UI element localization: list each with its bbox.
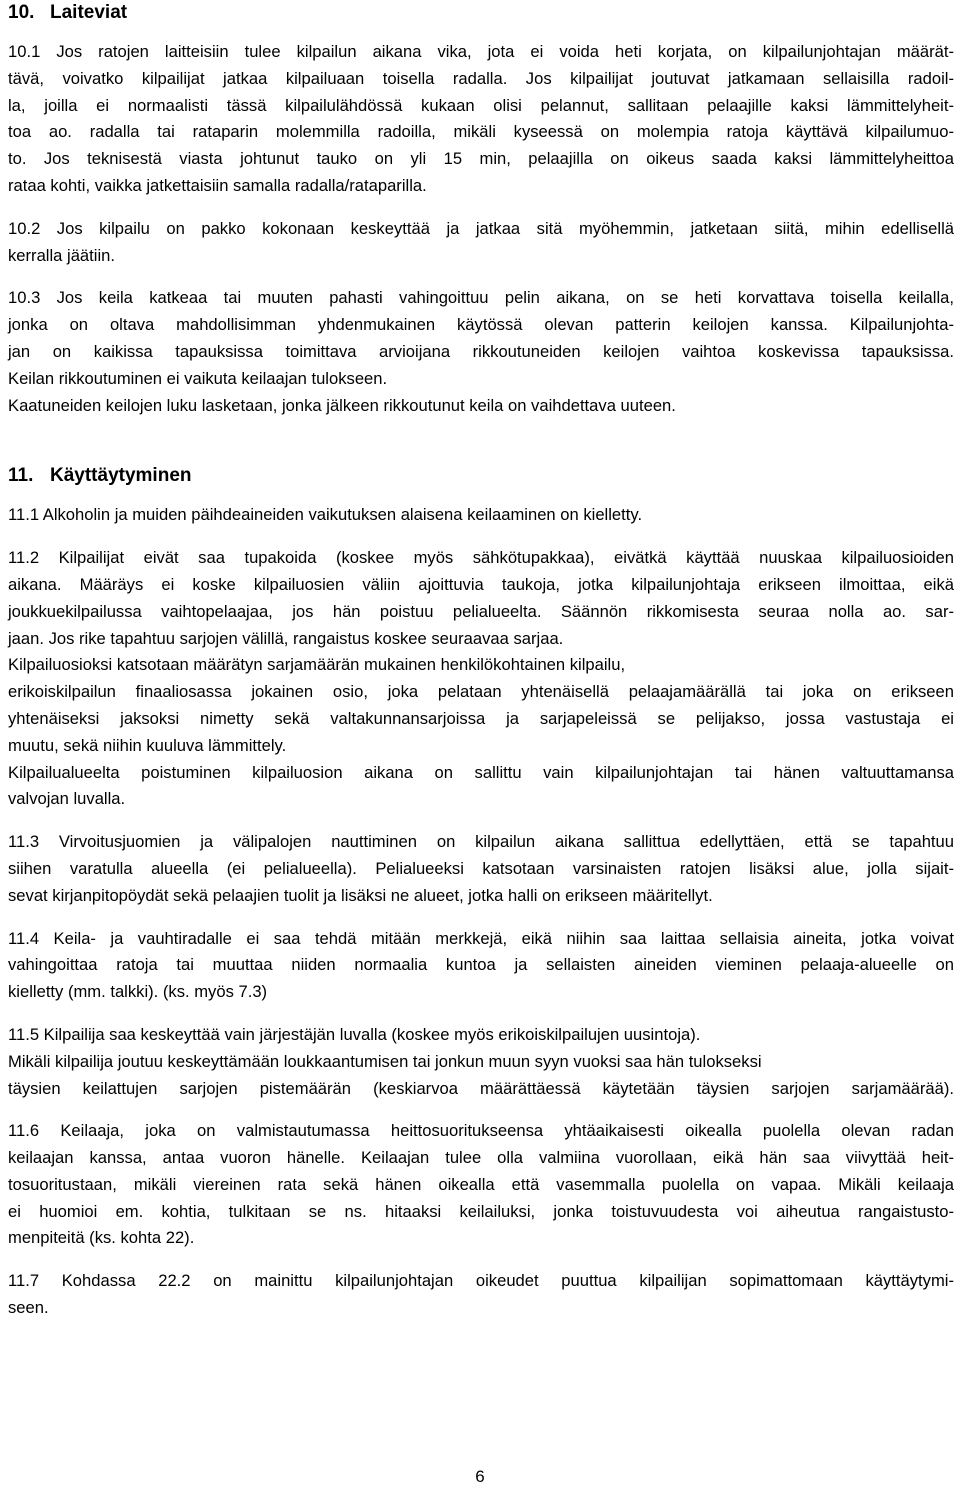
- text-line: 11.5 Kilpailija saa keskeyttää vain järjestäjän luvalla (koskee myös erikoiskilpailujen uusintoja).: [8, 1024, 701, 1044]
- text-line: toa ao. radalla tai rataparin molemmilla radoilla, mikäli kyseessä on molempia ratoja käyttävä kilpailumuo-: [8, 122, 954, 142]
- paragraph-11-5: [8, 1022, 954, 1102]
- text-line: la, joilla ei normaalisti tässä kilpailulähdössä kukaan olisi pelannut, sallitaan pelaajille kaksi lämmittelyheit-: [8, 95, 954, 115]
- text-line: jaan. Jos rike tapahtuu sarjojen välillä, rangaistus koskee seuraavaa sarjaa.: [8, 628, 564, 648]
- text-line: 10.2 Jos kilpailu on pakko kokonaan keskeyttää ja jatkaa sitä myöhemmin, jatketaan siitä, mihin edellisellä: [8, 218, 954, 238]
- text-line: Kilpailualueelta poistuminen kilpailuosion aikana on sallittu vain kilpailunjohtajan tai hänen valtuuttamansa: [8, 762, 954, 782]
- paragraph-11-7: [8, 1268, 954, 1322]
- paragraph-10-3: [8, 285, 954, 419]
- text-line: Kaatuneiden keilojen luku lasketaan, jonka jälkeen rikkoutunut keila on vaihdettava uuteen.: [8, 395, 676, 415]
- text-line: täysien keilattujen sarjojen pistemäärän (keskiarvoa määrättäessä käytetään täysien sarjojen sarjamäärää).: [8, 1078, 954, 1098]
- text-line: sevat kirjanpitopöydät sekä pelaajien tuolit ja lisäksi ne alueet, jotka halli on erikseen määritellyt.: [8, 885, 713, 905]
- text-line: erikoiskilpailun finaaliosassa jokainen osio, joka pelataan yhtenäisellä pelaajamäärällä tai joka on erikseen: [8, 682, 954, 702]
- section-heading-11: [8, 463, 954, 489]
- text-line: 11.1 Alkoholin ja muiden päihdeaineiden vaikutuksen alaisena keilaaminen on kielletty.: [8, 505, 643, 525]
- text-line: vahingoittaa ratoja tai muuttaa niiden normaalia kuntoa ja sellaisten aineiden vieminen pelaaja-alueelle on: [8, 955, 954, 975]
- text-line: to. Jos teknisestä viasta johtunut tauko on yli 15 min, pelaajilla on oikeus saada kaksi lämmittelyheittoa: [8, 149, 954, 169]
- text-line: ei huomioi em. kohtia, tulkitaan se ns. hitaaksi keilailuksi, jonka toistuvuudesta voi aiheutua rangaistusto-: [8, 1201, 954, 1221]
- page-number: 6: [475, 1467, 485, 1486]
- text-line: tävä, voivatko kilpailijat jatkaa kilpailuaan toisella radalla. Jos kilpailijat joutuvat jatkamaan sellaisilla radoil-: [8, 68, 954, 88]
- text-line: 11.4 Keila- ja vauhtiradalle ei saa tehdä mitään merkkejä, eikä niihin saa laittaa sellaisia aineita, jotka voivat: [8, 928, 954, 948]
- section-number: 10.: [8, 2, 35, 23]
- text-line: aikana. Määräys ei koske kilpailuosien väliin ajoittuvia taukoja, jotka kilpailunjohtaja erikseen ilmoittaa, eikä: [8, 574, 954, 594]
- text-line: kielletty (mm. talkki). (ks. myös 7.3): [8, 982, 268, 1002]
- text-line: 10.1 Jos ratojen laitteisiin tulee kilpailun aikana vika, jota ei voida heti korjata, on kilpailunjohtajan määrät-: [8, 42, 954, 61]
- text-line: 10.3 Jos keila katkeaa tai muuten pahasti vahingoittuu pelin aikana, on se heti korvattava toisella keilalla,: [8, 288, 954, 308]
- text-line: muutu, sekä niihin kuuluva lämmittely.: [8, 735, 287, 755]
- text-line: Kilpailuosioksi katsotaan määrätyn sarjamäärän mukainen henkilökohtainen kilpailu,: [8, 655, 626, 675]
- paragraph-11-3: [8, 829, 954, 909]
- text-line: jonka on oltava mahdollisimman yhdenmukainen käytössä olevan patterin keilojen kanssa. Kilpailunjohta-: [8, 315, 954, 335]
- text-line: jan on kaikissa tapauksissa toimittava arvioijana rikkoutuneiden keilojen vaihtoa koskevissa tapauksissa.: [8, 341, 954, 361]
- section-title: Käyttäytyminen: [50, 465, 192, 487]
- section-heading-10: [8, 0, 954, 26]
- text-line: kerralla jäätiin.: [8, 245, 115, 265]
- text-line: yhtenäiseksi jaksoksi nimetty sekä valtakunnansarjoissa ja sarjapeleissä se pelijakso, jossa vastustaja ei: [8, 708, 954, 728]
- text-line: 11.6 Keilaaja, joka on valmistautumassa heittosuoritukseensa yhtäaikaisesti oikealla puolella olevan radan: [8, 1121, 954, 1141]
- section-number: 11.: [8, 465, 34, 487]
- text-line: joukkuekilpailussa vaihtopelaajaa, jos hän poistuu pelialueelta. Säännön rikkomisesta seuraa nolla ao. sar-: [8, 601, 954, 621]
- text-line: Mikäli kilpailija joutuu keskeyttämään loukkaantumisen tai jonkun muun syyn vuoksi saa hän tulokseksi: [8, 1051, 762, 1071]
- paragraph-11-1: [8, 502, 954, 529]
- text-line: 11.7 Kohdassa 22.2 on mainittu kilpailunjohtajan oikeudet puuttua kilpailijan sopimattomaan käyttäytymi-: [8, 1271, 954, 1291]
- text-line: rataa kohti, vaikka jatkettaisiin samalla radalla/rataparilla.: [8, 175, 427, 195]
- paragraph-10-2: [8, 216, 954, 270]
- paragraph-11-4: [8, 926, 954, 1006]
- text-line: menpiteitä (ks. kohta 22).: [8, 1228, 195, 1248]
- section-title: Laiteviat: [50, 2, 128, 23]
- text-line: 11.3 Virvoitusjuomien ja välipalojen nauttiminen on kilpailun aikana sallittua edellyttäen, että se tapahtuu: [8, 832, 954, 852]
- text-line: tosuoritustaan, mikäli viereinen rata sekä hänen oikealla että vasemmalla puolella on vapaa. Mikäli keilaaja: [8, 1174, 954, 1194]
- text-line: seen.: [8, 1298, 49, 1318]
- text-line: 11.2 Kilpailijat eivät saa tupakoida (koskee myös sähkötupakkaa), eivätkä käyttää nuuskaa kilpailuosioiden: [8, 548, 954, 568]
- paragraph-10-1: [8, 39, 954, 200]
- paragraph-11-6: [8, 1118, 954, 1252]
- text-line: keilaajan kanssa, antaa vuoron hänelle. Keilaajan tulee olla valmiina vuorollaan, eikä hän saa viivyttää heit-: [8, 1148, 954, 1168]
- text-line: Keilan rikkoutuminen ei vaikuta keilaajan tulokseen.: [8, 368, 388, 388]
- text-line: siihen varatulla alueella (ei pelialueella). Pelialueeksi katsotaan varsinaisten ratojen lisäksi alue, jolla sijait-: [8, 858, 954, 878]
- text-line: valvojan luvalla.: [8, 789, 126, 809]
- paragraph-11-2: [8, 545, 954, 813]
- document-page: [8, 0, 954, 1322]
